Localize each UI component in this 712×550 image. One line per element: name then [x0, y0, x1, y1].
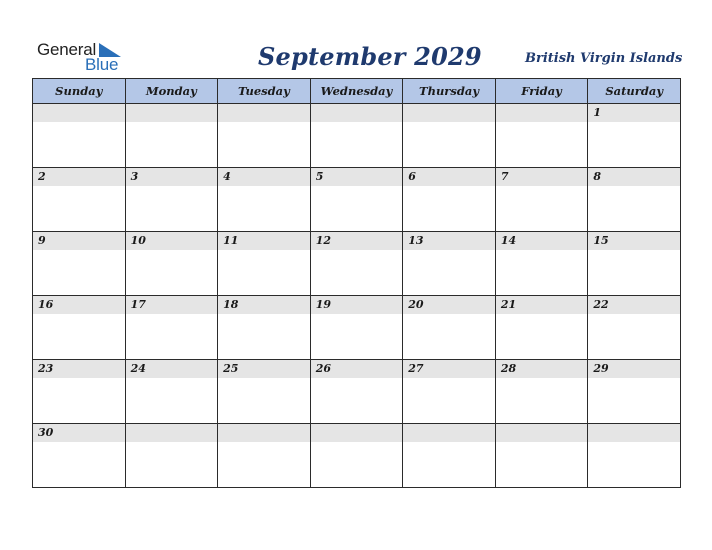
date-number	[33, 104, 125, 122]
date-number: 17	[126, 296, 218, 314]
weekday-header: Friday	[495, 79, 588, 104]
day-cell	[403, 424, 496, 488]
date-number: 28	[496, 360, 588, 378]
week-row	[33, 424, 681, 488]
date-number: 5	[311, 168, 403, 186]
calendar-title: September 2029	[258, 42, 482, 71]
day-cell	[218, 168, 311, 232]
logo-text-general: General	[37, 40, 97, 59]
weekday-header: Tuesday	[218, 79, 311, 104]
day-cell	[588, 360, 681, 424]
day-cell	[125, 360, 218, 424]
day-cell	[33, 232, 126, 296]
day-cell	[33, 360, 126, 424]
date-number: 26	[311, 360, 403, 378]
week-row	[33, 232, 681, 296]
day-cell	[218, 232, 311, 296]
date-number: 18	[218, 296, 310, 314]
date-number	[496, 424, 588, 442]
day-cell	[218, 104, 311, 168]
day-cell	[125, 168, 218, 232]
date-number	[218, 424, 310, 442]
day-cell	[125, 296, 218, 360]
date-number: 23	[33, 360, 125, 378]
date-number	[126, 424, 218, 442]
week-row	[33, 296, 681, 360]
region-label: British Virgin Islands	[525, 51, 683, 66]
date-number: 9	[33, 232, 125, 250]
day-cell	[495, 104, 588, 168]
day-cell	[218, 424, 311, 488]
date-number: 4	[218, 168, 310, 186]
day-cell	[218, 296, 311, 360]
day-cell	[495, 232, 588, 296]
day-cell	[588, 296, 681, 360]
day-cell	[125, 104, 218, 168]
date-number: 13	[403, 232, 495, 250]
date-number	[403, 424, 495, 442]
day-cell	[495, 360, 588, 424]
day-cell	[403, 104, 496, 168]
weekday-header: Monday	[125, 79, 218, 104]
weekday-header: Sunday	[33, 79, 126, 104]
date-number: 7	[496, 168, 588, 186]
date-number: 12	[311, 232, 403, 250]
date-number: 15	[588, 232, 680, 250]
date-number: 27	[403, 360, 495, 378]
date-number	[311, 424, 403, 442]
weekday-header: Saturday	[588, 79, 681, 104]
day-cell	[403, 232, 496, 296]
day-cell	[495, 168, 588, 232]
date-number	[403, 104, 495, 122]
day-cell	[310, 296, 403, 360]
day-cell	[33, 168, 126, 232]
day-cell	[495, 296, 588, 360]
day-cell	[310, 168, 403, 232]
date-number: 16	[33, 296, 125, 314]
day-cell	[218, 360, 311, 424]
weekday-header: Thursday	[403, 79, 496, 104]
date-number	[311, 104, 403, 122]
date-number	[218, 104, 310, 122]
day-cell	[403, 168, 496, 232]
date-number	[496, 104, 588, 122]
day-cell	[403, 360, 496, 424]
date-number: 2	[33, 168, 125, 186]
generalblue-logo	[37, 40, 127, 74]
day-cell	[495, 424, 588, 488]
date-number: 1	[588, 104, 680, 122]
date-number: 8	[588, 168, 680, 186]
day-cell	[33, 424, 126, 488]
day-cell	[310, 360, 403, 424]
day-cell	[310, 424, 403, 488]
date-number: 21	[496, 296, 588, 314]
day-cell	[588, 424, 681, 488]
logo-text-blue: Blue	[85, 55, 119, 74]
week-row	[33, 168, 681, 232]
day-cell	[588, 104, 681, 168]
weekday-header-row	[33, 79, 681, 104]
day-cell	[33, 296, 126, 360]
day-cell	[588, 232, 681, 296]
calendar-grid	[32, 78, 681, 488]
day-cell	[125, 424, 218, 488]
day-cell	[310, 104, 403, 168]
date-number: 24	[126, 360, 218, 378]
day-cell	[33, 104, 126, 168]
date-number: 19	[311, 296, 403, 314]
date-number: 3	[126, 168, 218, 186]
day-cell	[588, 168, 681, 232]
week-row	[33, 104, 681, 168]
week-row	[33, 360, 681, 424]
weekday-header: Wednesday	[310, 79, 403, 104]
date-number: 25	[218, 360, 310, 378]
date-number	[588, 424, 680, 442]
day-cell	[125, 232, 218, 296]
day-cell	[310, 232, 403, 296]
date-number: 11	[218, 232, 310, 250]
date-number: 10	[126, 232, 218, 250]
date-number: 6	[403, 168, 495, 186]
date-number: 20	[403, 296, 495, 314]
date-number: 14	[496, 232, 588, 250]
date-number: 29	[588, 360, 680, 378]
date-number	[126, 104, 218, 122]
day-cell	[403, 296, 496, 360]
date-number: 30	[33, 424, 125, 442]
date-number: 22	[588, 296, 680, 314]
